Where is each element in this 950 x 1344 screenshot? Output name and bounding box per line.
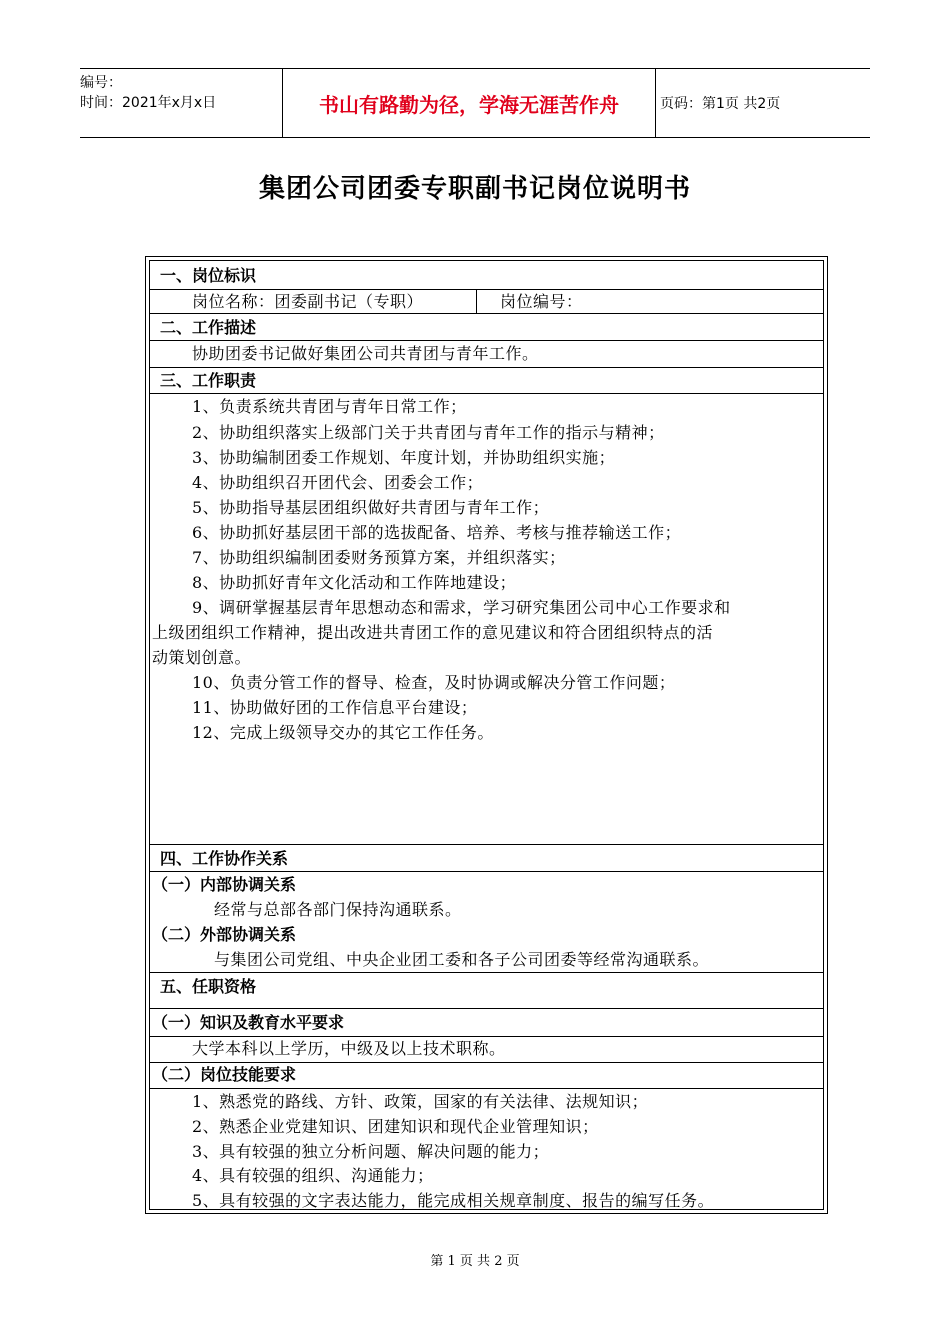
duty-item: 2、协助组织落实上级部门关于共青团与青年工作的指示与精神； — [192, 423, 665, 442]
page-indicator: 页码：第1页 共2页 — [660, 96, 781, 112]
duty-item: 5、协助指导基层团组织做好共青团与青年工作； — [192, 498, 550, 517]
education-heading: （一）知识及教育水平要求 — [152, 1013, 345, 1032]
duty-item: 7、协助组织编制团委财务预算方案，并组织落实； — [192, 548, 566, 567]
job-title-field: 岗位名称：团委副书记（专职） — [192, 292, 424, 311]
section3-heading: 三、工作职责 — [160, 371, 257, 390]
skill-item: 3、具有较强的独立分析问题、解决问题的能力； — [192, 1142, 550, 1161]
section4-heading: 四、工作协作关系 — [160, 849, 289, 868]
duty-item: 6、协助抓好基层团干部的选拔配备、培养、考核与推荐输送工作； — [192, 523, 682, 542]
skill-item: 1、熟悉党的路线、方针、政策，国家的有关法律、法规知识； — [192, 1092, 649, 1111]
internal-relations-text: 经常与总部各部门保持沟通联系。 — [214, 900, 462, 919]
duty-item: 3、协助编制团委工作规划、年度计划，并协助组织实施； — [192, 448, 616, 467]
section1-heading: 一、岗位标识 — [160, 266, 257, 285]
divider — [149, 871, 824, 872]
internal-relations-heading: （一）内部协调关系 — [152, 875, 297, 894]
section2-heading: 二、工作描述 — [160, 318, 257, 337]
number-label: 编号： — [80, 75, 122, 91]
divider — [149, 367, 824, 368]
header-meta — [80, 69, 280, 137]
divider — [149, 1008, 824, 1009]
duty-item: 8、协助抓好青年文化活动和工作阵地建设； — [192, 573, 517, 592]
document-title: 集团公司团委专职副书记岗位说明书 — [258, 174, 691, 204]
skills-heading: （二）岗位技能要求 — [152, 1065, 297, 1084]
skill-item: 2、熟悉企业党建知识、团建知识和现代企业管理知识； — [192, 1117, 599, 1136]
duty-item-continued: 上级团组织工作精神，提出改进共青团工作的意见建议和符合团组织特点的活 — [152, 623, 714, 642]
divider — [149, 313, 824, 314]
document-header — [80, 68, 870, 138]
field-divider — [476, 289, 477, 313]
divider — [149, 393, 824, 394]
education-text: 大学本科以上学历，中级及以上技术职称。 — [192, 1039, 506, 1058]
duty-item-continued: 动策划创意。 — [152, 648, 252, 667]
time-label: 时间：2021年x月x日 — [80, 95, 217, 111]
duty-item: 11、协助做好团的工作信息平台建设； — [192, 698, 478, 717]
divider — [149, 1036, 824, 1037]
duty-item: 12、完成上级领导交办的其它工作任务。 — [192, 723, 494, 742]
divider — [149, 340, 824, 341]
page-footer: 第 1 页 共 2 页 — [430, 1254, 520, 1269]
job-code-field: 岗位编号： — [500, 292, 583, 311]
divider — [149, 972, 824, 973]
external-relations-heading: （二）外部协调关系 — [152, 925, 297, 944]
duty-item: 10、负责分管工作的督导、检查，及时协调或解决分管工作问题； — [192, 673, 676, 692]
external-relations-text: 与集团公司党组、中央企业团工委和各子公司团委等经常沟通联系。 — [214, 950, 710, 969]
skill-item: 5、具有较强的文字表达能力，能完成相关规章制度、报告的编写任务。 — [192, 1191, 715, 1210]
skill-item: 4、具有较强的组织、沟通能力； — [192, 1166, 434, 1185]
divider — [149, 289, 824, 290]
duty-item: 4、协助组织召开团代会、团委会工作； — [192, 473, 484, 492]
divider — [149, 1062, 824, 1063]
divider — [149, 1088, 824, 1089]
duty-item: 1、负责系统共青团与青年日常工作； — [192, 397, 467, 416]
motto: 书山有路勤为径，学海无涯苦作舟 — [282, 69, 656, 137]
job-description: 协助团委书记做好集团公司共青团与青年工作。 — [192, 344, 539, 363]
divider — [149, 844, 824, 845]
duty-item: 9、调研掌握基层青年思想动态和需求，学习研究集团公司中心工作要求和 — [192, 598, 731, 617]
section5-heading: 五、任职资格 — [160, 977, 257, 996]
